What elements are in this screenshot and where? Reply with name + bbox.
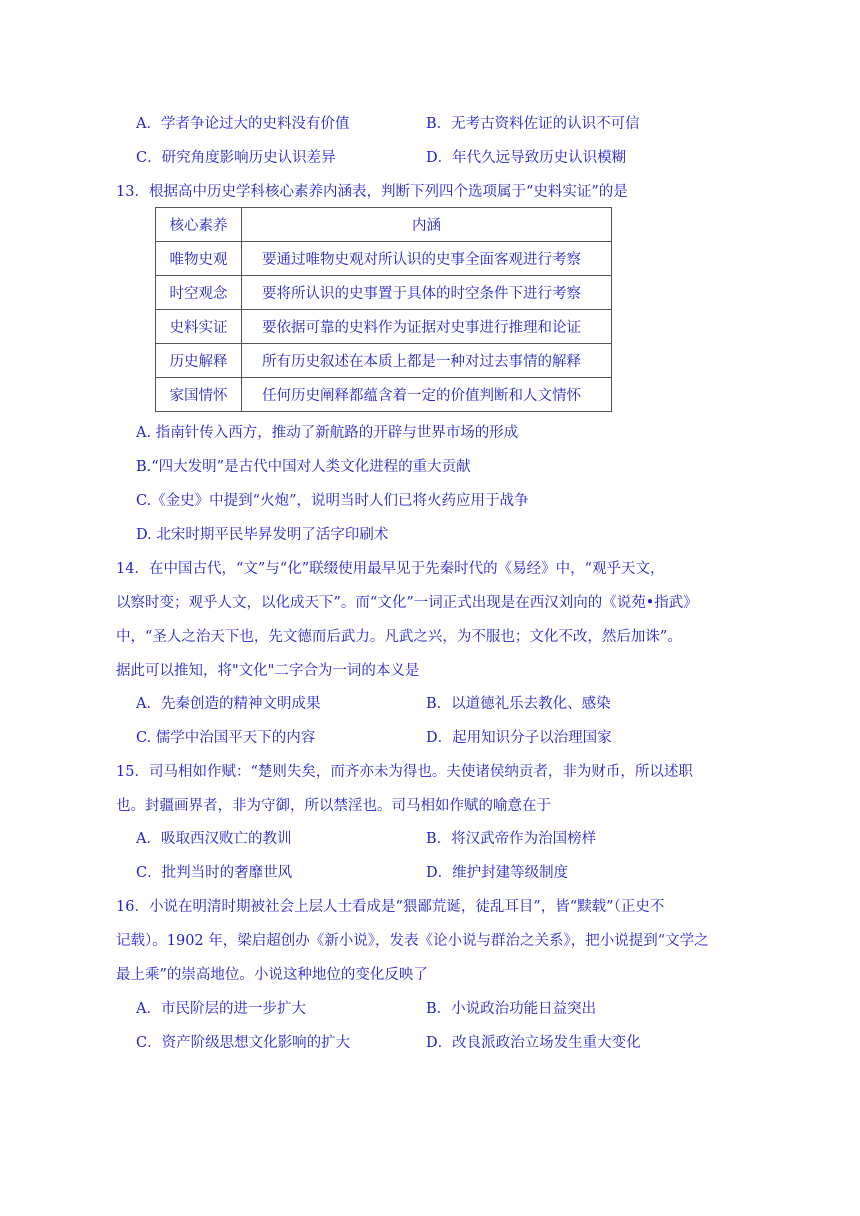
q16-option-d: D．改良派政治立场发生重大变化 [426, 1035, 641, 1051]
q16-stem-line-2: 记载）。1902 年，梁启超创办《新小说》，发表《论小说与群治之关系》，把小说提到“文学之 [116, 933, 709, 949]
table-cell-literacy: 时空观念 [156, 276, 242, 310]
table-cell-literacy: 历史解释 [156, 344, 242, 378]
q13-stem: 13．根据高中历史学科核心素养内涵表，判断下列四个选项属于“史料实证”的是 [116, 184, 628, 200]
q14-options-row-2 [136, 726, 756, 750]
table-cell-meaning: 要将所认识的史事置于具体的时空条件下进行考察 [242, 276, 612, 310]
q14-option-a: A．先秦创造的精神文明成果 [136, 696, 321, 712]
table-cell-literacy: 史料实证 [156, 310, 242, 344]
table-row [156, 378, 612, 412]
q13-option-b: B.“四大发明”是古代中国对人类文化进程的重大贡献 [136, 459, 471, 475]
q15-stem-line-2: 也。封疆画界者，非为守御，所以禁淫也。司马相如作赋的喻意在于 [116, 798, 551, 814]
core-literacy-table [155, 207, 612, 412]
q15-option-b: B．将汉武帝作为治国榜样 [426, 831, 597, 847]
q14-stem-line-3: 中，“圣人之治天下也，先文德而后武力。凡武之兴，为不服也；文化不改，然后加诛”。 [116, 629, 682, 645]
table-cell-meaning: 要依据可靠的史料作为证据对史事进行推理和论证 [242, 310, 612, 344]
table-header-cell: 内涵 [242, 208, 612, 242]
q15-stem-line-1: 15．司马相如作赋：“楚则失矣，而齐亦未为得也。夫使诸侯纳贡者，非为财币，所以述职 [116, 764, 693, 780]
q14-stem-line-4: 据此可以推知，将"文化"二字合为一词的本义是 [116, 663, 420, 679]
q15-options-row-1 [136, 827, 756, 851]
table-row [156, 242, 612, 276]
table-cell-literacy: 家国情怀 [156, 378, 242, 412]
q16-stem-line-3: 最上乘”的崇高地位。小说这种地位的变化反映了 [116, 967, 428, 983]
q16-options-row-1 [136, 997, 756, 1021]
table-row [156, 344, 612, 378]
table-cell-meaning: 要通过唯物史观对所认识的史事全面客观进行考察 [242, 242, 612, 276]
q14-option-b: B．以道德礼乐去教化、感染 [426, 696, 611, 712]
q12-option-b: B．无考古资料佐证的认识不可信 [426, 116, 640, 132]
q16-stem-line-1: 16．小说在明清时期被社会上层人士看成是“猥鄙荒诞，徒乱耳目”，皆“黩载”（正史不 [116, 899, 665, 915]
q14-stem-line-2: 以察时变；观乎人文，以化成天下”。而“文化”一词正式出现是在西汉刘向的《说苑•指武》 [116, 595, 698, 611]
q15-option-d: D．维护封建等级制度 [426, 865, 569, 881]
q12-option-a: A．学者争论过大的史料没有价值 [136, 116, 350, 132]
q12-options-row-2 [136, 146, 756, 170]
q16-option-c: C．资产阶级思想文化影响的扩大 [136, 1035, 351, 1051]
q13-option-d: D. 北宋时期平民毕昇发明了活字印刷术 [136, 527, 389, 543]
q14-options-row-1 [136, 692, 756, 716]
table-row [156, 310, 612, 344]
q12-options-row-1 [136, 112, 756, 136]
table-row [156, 276, 612, 310]
q12-option-d: D．年代久远导致历史认识模糊 [426, 150, 627, 166]
q13-option-c: C.《金史》中提到“火炮”，说明当时人们已将火药应用于战争 [136, 493, 529, 509]
q16-option-a: A．市民阶层的进一步扩大 [136, 1001, 306, 1017]
table-cell-literacy: 唯物史观 [156, 242, 242, 276]
q15-option-c: C．批判当时的奢靡世风 [136, 865, 293, 881]
q16-options-row-2 [136, 1031, 756, 1055]
q14-stem-line-1: 14．在中国古代，“文”与“化”联缀使用最早见于先秦时代的《易经》中，“观乎天文， [116, 561, 665, 577]
table-header-cell: 核心素养 [156, 208, 242, 242]
q14-option-c: C. 儒学中治国平天下的内容 [136, 730, 316, 746]
q15-option-a: A．吸取西汉败亡的教训 [136, 831, 292, 847]
q15-options-row-2 [136, 861, 756, 885]
table-header-row [156, 208, 612, 242]
table-cell-meaning: 所有历史叙述在本质上都是一种对过去事情的解释 [242, 344, 612, 378]
q14-option-d: D．起用知识分子以治理国家 [426, 730, 612, 746]
q13-option-a: A. 指南针传入西方，推动了新航路的开辟与世界市场的形成 [136, 425, 519, 441]
q12-option-c: C．研究角度影响历史认识差异 [136, 150, 336, 166]
q16-option-b: B．小说政治功能日益突出 [426, 1001, 597, 1017]
table-cell-meaning: 任何历史阐释都蕴含着一定的价值判断和人文情怀 [242, 378, 612, 412]
